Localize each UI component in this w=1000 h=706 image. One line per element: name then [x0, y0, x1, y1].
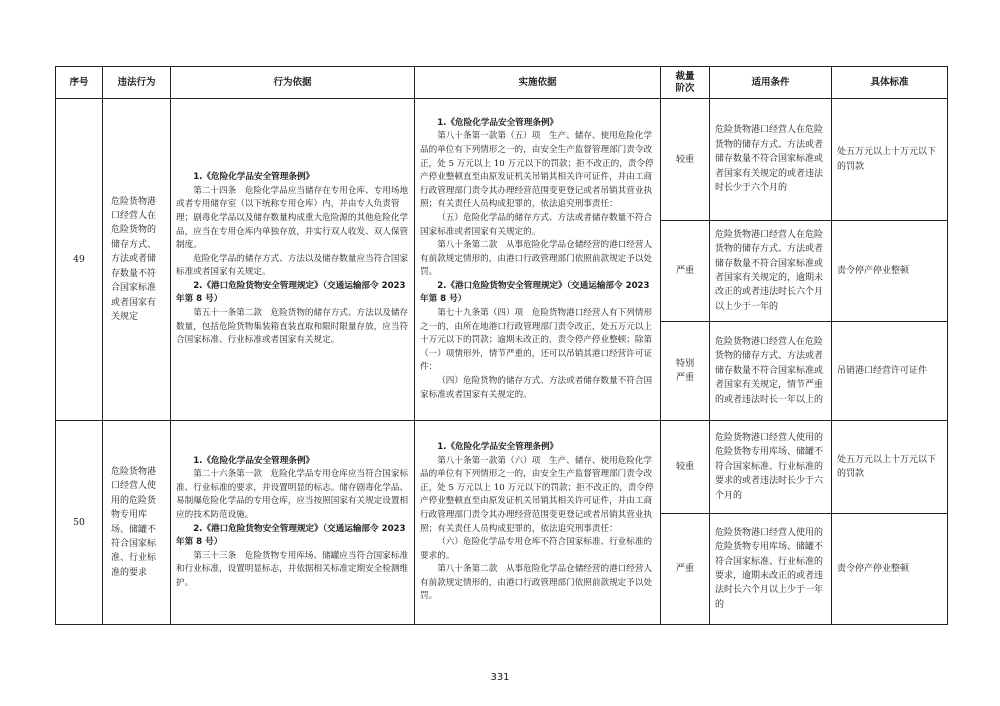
- basis-paragraph: 1.《危险化学品安全管理条例》: [193, 172, 315, 183]
- impl-paragraph: （四）危险货物的储存方式、方法或者储存数量不符合国家标准或者国家有关规定的。: [420, 376, 653, 400]
- standard-cell: 吊销港口经营许可证件: [832, 322, 948, 421]
- violation-cell: 危险货物港口经营人使用的危险货物专用库场、储罐不符合国家标准、行业标准的要求: [103, 421, 171, 625]
- header-basis: 行为依据: [171, 67, 415, 99]
- impl-paragraph: 第八十条第二款 从事危险化学品仓储经营的港口经营人有前款规定情形的，由港口行政管理部门依照前款规定予以处罚。: [420, 564, 653, 602]
- standard-cell: 处五万元以上十万元以下的罚款: [832, 99, 948, 221]
- impl-paragraph: 第八十条第一款第（六）项 生产、储存、使用危险化学品的单位有下列情形之一的，由安全生产监督管理部门责令改正，处 5 万元以上 10 万元以下的罚款；拒不改正的，责令停产停业整顿直至由原发证机关吊销其相关许可证件，并由工商行政管理部门责令其办理经营范围变更登记或者吊销其营业执照；有关责任人员构成犯罪的，依法追究刑事责任：: [420, 455, 654, 534]
- seq-cell: 49: [56, 99, 103, 421]
- header-violation: 违法行为: [103, 67, 171, 99]
- basis-paragraph: 1.《危险化学品安全管理条例》: [193, 455, 315, 466]
- penalty-table: [55, 66, 948, 625]
- header-standard: 具体标准: [832, 67, 948, 99]
- header-condition: 适用条件: [710, 67, 832, 99]
- standard-cell: 责令停产停业整顿: [832, 221, 948, 322]
- impl-paragraph: 第八十条第二款 从事危险化学品仓储经营的港口经营人有前款规定情形的，由港口行政管理部门依照前款规定予以处罚。: [420, 240, 653, 278]
- basis-paragraph: 2.《港口危险货物安全管理规定》（交通运输部令 2023 年第 8 号）: [176, 523, 406, 548]
- basis-cell: [171, 421, 415, 625]
- level-cell: 严重: [661, 221, 710, 322]
- basis-paragraph: 2.《港口危险货物安全管理规定》（交通运输部令 2023 年第 8 号）: [176, 280, 406, 305]
- implementation-cell: [415, 99, 661, 421]
- level-cell: 较重: [661, 421, 710, 514]
- violation-cell: 危险货物港口经营人在危险货物的储存方式、方法或者储存数量不符合国家标准或者国家有关规定: [103, 99, 171, 421]
- basis-paragraph: 危险化学品的储存方式、方法以及储存数量应当符合国家标准或者国家有关规定。: [176, 253, 409, 278]
- seq-cell: 50: [56, 421, 103, 625]
- page-number: 331: [490, 672, 510, 683]
- standard-cell: 责令停产停业整顿: [832, 514, 948, 625]
- basis-paragraph: 第三十三条 危险货物专用库场、储罐应当符合国家标准和行业标准，设置明显标志，并依据相关标准定期安全检测维护。: [176, 550, 409, 588]
- condition-cell: 危险货物港口经营人在危险货物的储存方式、方法或者储存数量不符合国家标准或者国家有关规定的或者违法时长少于六个月的: [710, 99, 832, 221]
- standard-cell: 处五万元以上十万元以下的罚款: [832, 421, 948, 514]
- basis-paragraph: 第二十四条 危险化学品应当储存在专用仓库、专用场地或者专用储存室（以下统称专用仓库）内，并由专人负责管理；剧毒化学品以及储存数量构成重大危险源的其他危险化学品，应当在专用仓库内单独存放，并实行双人收发、双人保管制度。: [176, 185, 409, 251]
- impl-paragraph: 1.《危险化学品安全管理条例》: [437, 117, 559, 128]
- condition-cell: 危险货物港口经营人使用的危险货物专用库场、储罐不符合国家标准、行业标准的要求的或者违法时长少于六个月的: [710, 421, 832, 514]
- implementation-cell: [415, 421, 661, 625]
- impl-paragraph: 1.《危险化学品安全管理条例》: [437, 441, 559, 452]
- table-row: [56, 421, 948, 514]
- basis-cell: [171, 99, 415, 421]
- basis-paragraph: 第五十一条第二款 危险货物的储存方式、方法以及储存数量，包括危险货物集装箱直装直取和限时限量存放，应当符合国家标准、行业标准或者国家有关规定。: [176, 308, 409, 346]
- impl-paragraph: （六）危险化学品专用仓库不符合国家标准、行业标准的要求的。: [420, 537, 653, 561]
- condition-cell: 危险货物港口经营人在危险货物的储存方式、方法或者储存数量不符合国家标准或者国家有关规定的，逾期未改正的或者违法时长六个月以上少于一年的: [710, 221, 832, 322]
- condition-cell: 危险货物港口经营人使用的危险货物专用库场、储罐不符合国家标准、行业标准的要求，逾期未改正的或者违法时长六个月以上少于一年的: [710, 514, 832, 625]
- table-row: [56, 99, 948, 221]
- basis-paragraph: 第二十六条第一款 危险化学品专用仓库应当符合国家标准、行业标准的要求，并设置明显的标志。储存剧毒化学品、易制爆危险化学品的专用仓库，应当按照国家有关规定设置相应的技术防范设施。: [176, 469, 409, 520]
- impl-paragraph: 第七十九条第（四）项 危险货物港口经营人有下列情形之一的，由所在地港口行政管理部门责令改正，处五万元以上十万元以下的罚款；逾期未改正的，责令停产停业整顿；除第（一）项情形外，情节严重的，还可以吊销其港口经营许可证件：: [420, 308, 653, 373]
- level-cell: 严重: [661, 514, 710, 625]
- header-level: 裁量 阶次: [661, 67, 710, 99]
- impl-paragraph: （五）危险化学品的储存方式、方法或者储存数量不符合国家标准或者国家有关规定的。: [420, 212, 653, 237]
- header-seq: 序号: [56, 67, 103, 99]
- impl-paragraph: 2.《港口危险货物安全管理规定》（交通运输部令 2023 年第 8 号）: [420, 280, 650, 305]
- condition-cell: 危险货物港口经营人在危险货物的储存方式、方法或者储存数量不符合国家标准或者国家有关规定，情节严重的或者违法时长一年以上的: [710, 322, 832, 421]
- impl-paragraph: 第八十条第一款第（五）项 生产、储存、使用危险化学品的单位有下列情形之一的，由安全生产监督管理部门责令改正，处 5 万元以上 10 万元以下的罚款；拒不改正的，责令停产停业整顿直至由原发证机关吊销其相关许可证件，并由工商行政管理部门责令其办理经营范围变更登记或者吊销其营业执照；有关责任人员构成犯罪的，依法追究刑事责任：: [420, 131, 654, 210]
- header-row: [56, 67, 948, 99]
- header-implementation: 实施依据: [415, 67, 661, 99]
- level-cell: 特别 严重: [661, 322, 710, 421]
- level-cell: 较重: [661, 99, 710, 221]
